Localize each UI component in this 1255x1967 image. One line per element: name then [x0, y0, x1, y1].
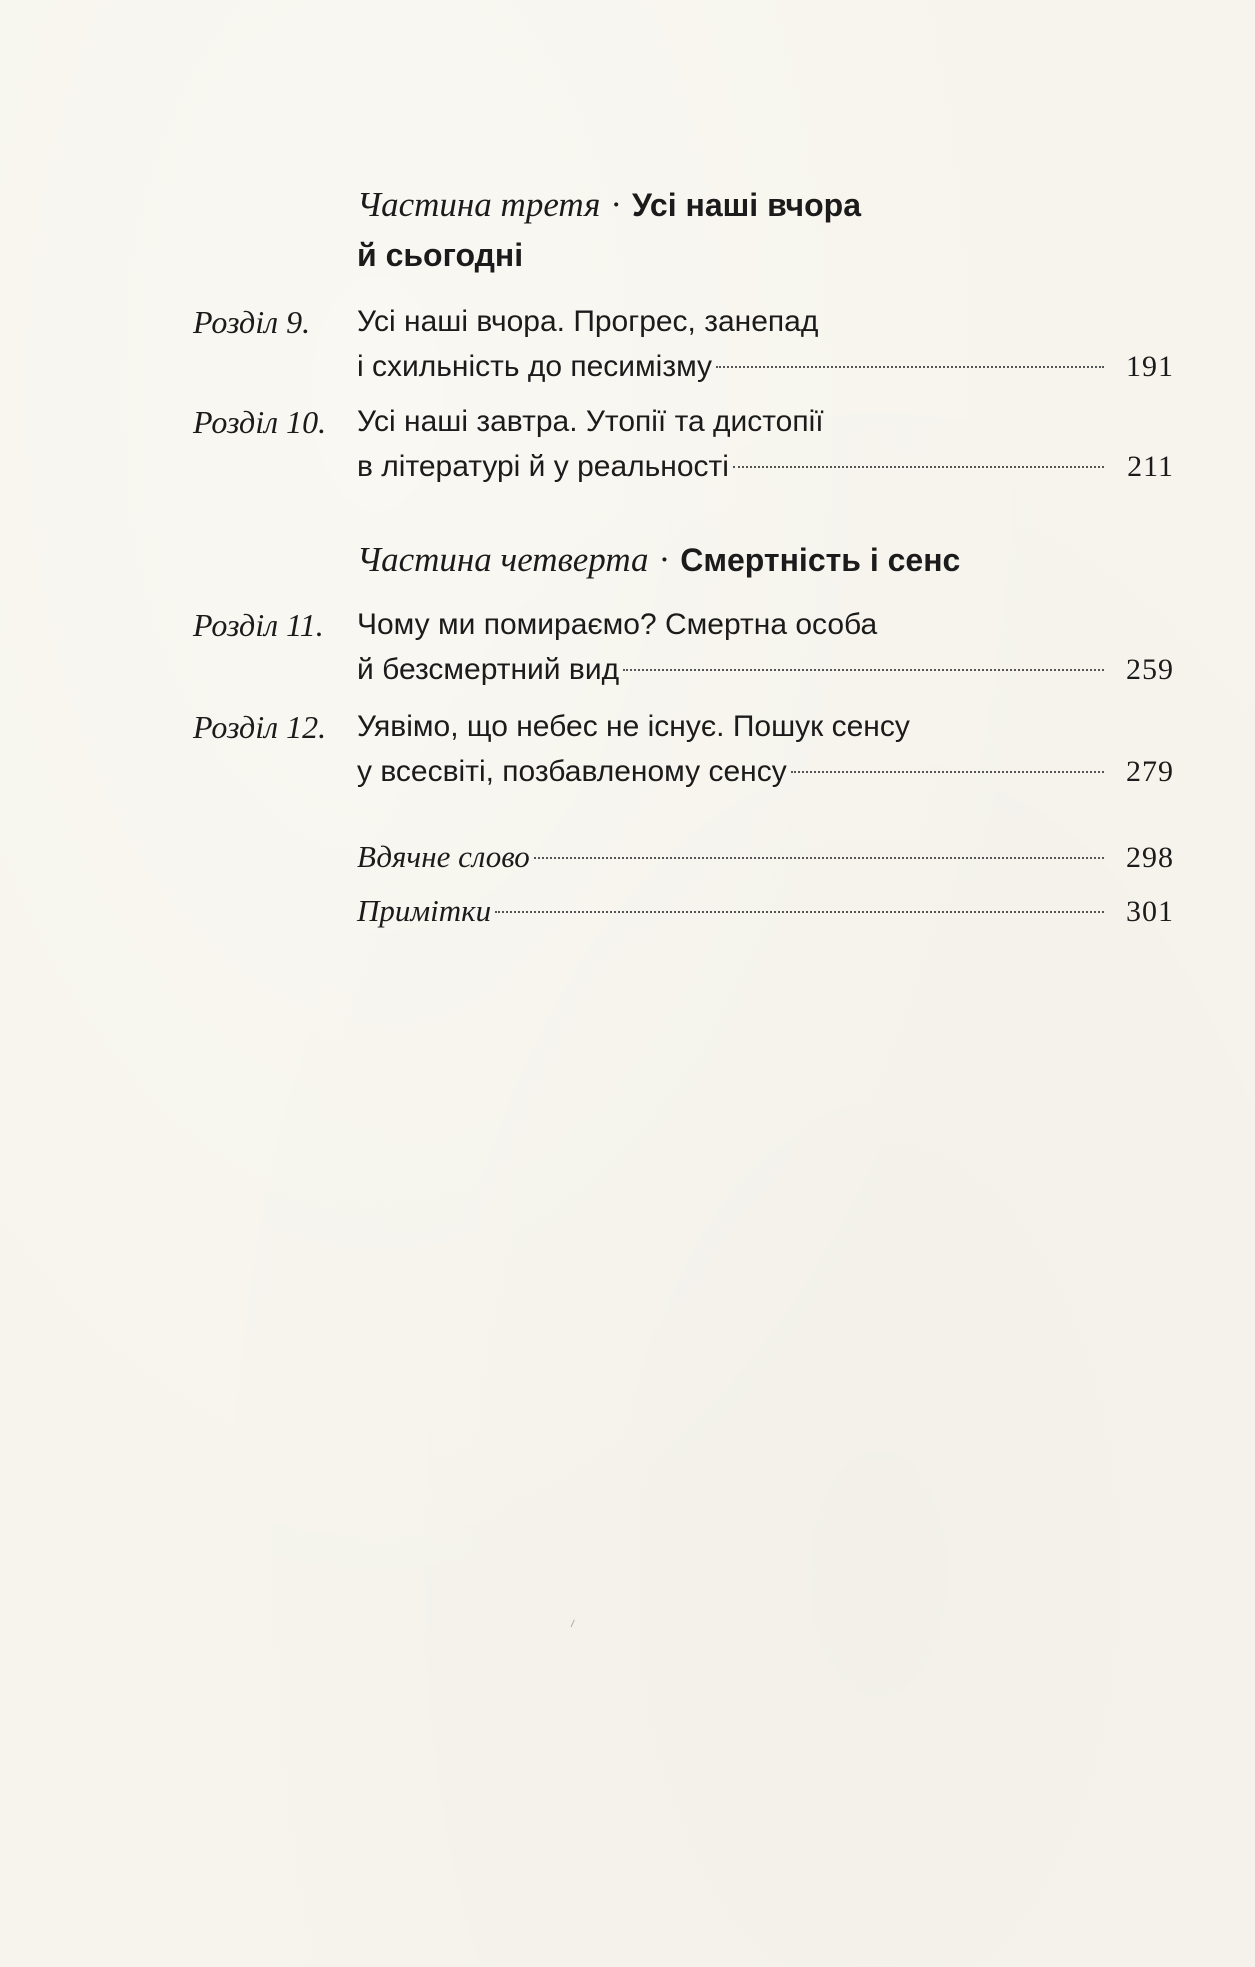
page-number: 191 [1126, 350, 1174, 383]
back-matter-title: Вдячне слово [357, 839, 530, 874]
page-number: 279 [1126, 755, 1174, 788]
page-number: 259 [1126, 653, 1174, 686]
dot-leader [495, 911, 1104, 913]
toc-entry-chapter-10[interactable] [0, 397, 1255, 497]
page-number: 211 [1127, 450, 1174, 483]
toc-entry-chapter-11[interactable] [0, 600, 1255, 700]
chapter-title-line: Чому ми помираємо? Смертна особа [357, 608, 878, 641]
toc-entry-acknowledgements[interactable] [357, 832, 1174, 882]
part-label: Частина третя [357, 185, 601, 224]
paper-speck [570, 1620, 577, 1629]
back-matter-title: Примітки [357, 893, 492, 928]
chapter-title-line: й безсмертний вид [357, 653, 620, 686]
part-separator: · [610, 185, 623, 224]
part-title: Усі наші вчора [632, 187, 861, 223]
part-four-heading [357, 535, 1057, 585]
chapter-leader-row [357, 442, 1174, 492]
chapter-number: Розділ 11. [193, 607, 324, 643]
part-title: Смертність і сенс [680, 542, 961, 578]
dot-leader [791, 771, 1104, 773]
chapter-leader-row [357, 747, 1174, 797]
chapter-title-line: Усі наші вчора. Прогрес, занепад [357, 305, 819, 338]
toc-entry-notes[interactable] [357, 886, 1174, 936]
part-label: Частина четверта [357, 540, 649, 579]
chapter-title-line: Усі наші завтра. Утопії та дистопії [357, 405, 824, 438]
part-three-heading [357, 180, 1057, 280]
dot-leader [623, 669, 1104, 671]
chapter-number: Розділ 9. [193, 304, 311, 340]
dot-leader [733, 466, 1104, 468]
part-title-continuation: й сьогодні [357, 237, 524, 273]
chapter-title-line: і схильність до песимізму [357, 350, 713, 383]
chapter-number: Розділ 12. [193, 709, 327, 745]
chapter-leader-row [357, 342, 1174, 392]
dot-leader [534, 857, 1104, 859]
chapter-number: Розділ 10. [193, 404, 327, 440]
chapter-title-line: в літературі й у реальності [357, 450, 729, 483]
page-number: 301 [1126, 895, 1174, 928]
dot-leader [716, 366, 1104, 368]
toc-entry-chapter-9[interactable] [0, 297, 1255, 397]
part-separator: · [658, 540, 671, 579]
chapter-title-line: у всесвіті, позбавленому сенсу [357, 755, 787, 788]
chapter-leader-row [357, 645, 1174, 695]
page-number: 298 [1126, 841, 1174, 874]
toc-entry-chapter-12[interactable] [0, 702, 1255, 802]
chapter-title-line: Уявімо, що небес не існує. Пошук сенсу [357, 710, 910, 743]
